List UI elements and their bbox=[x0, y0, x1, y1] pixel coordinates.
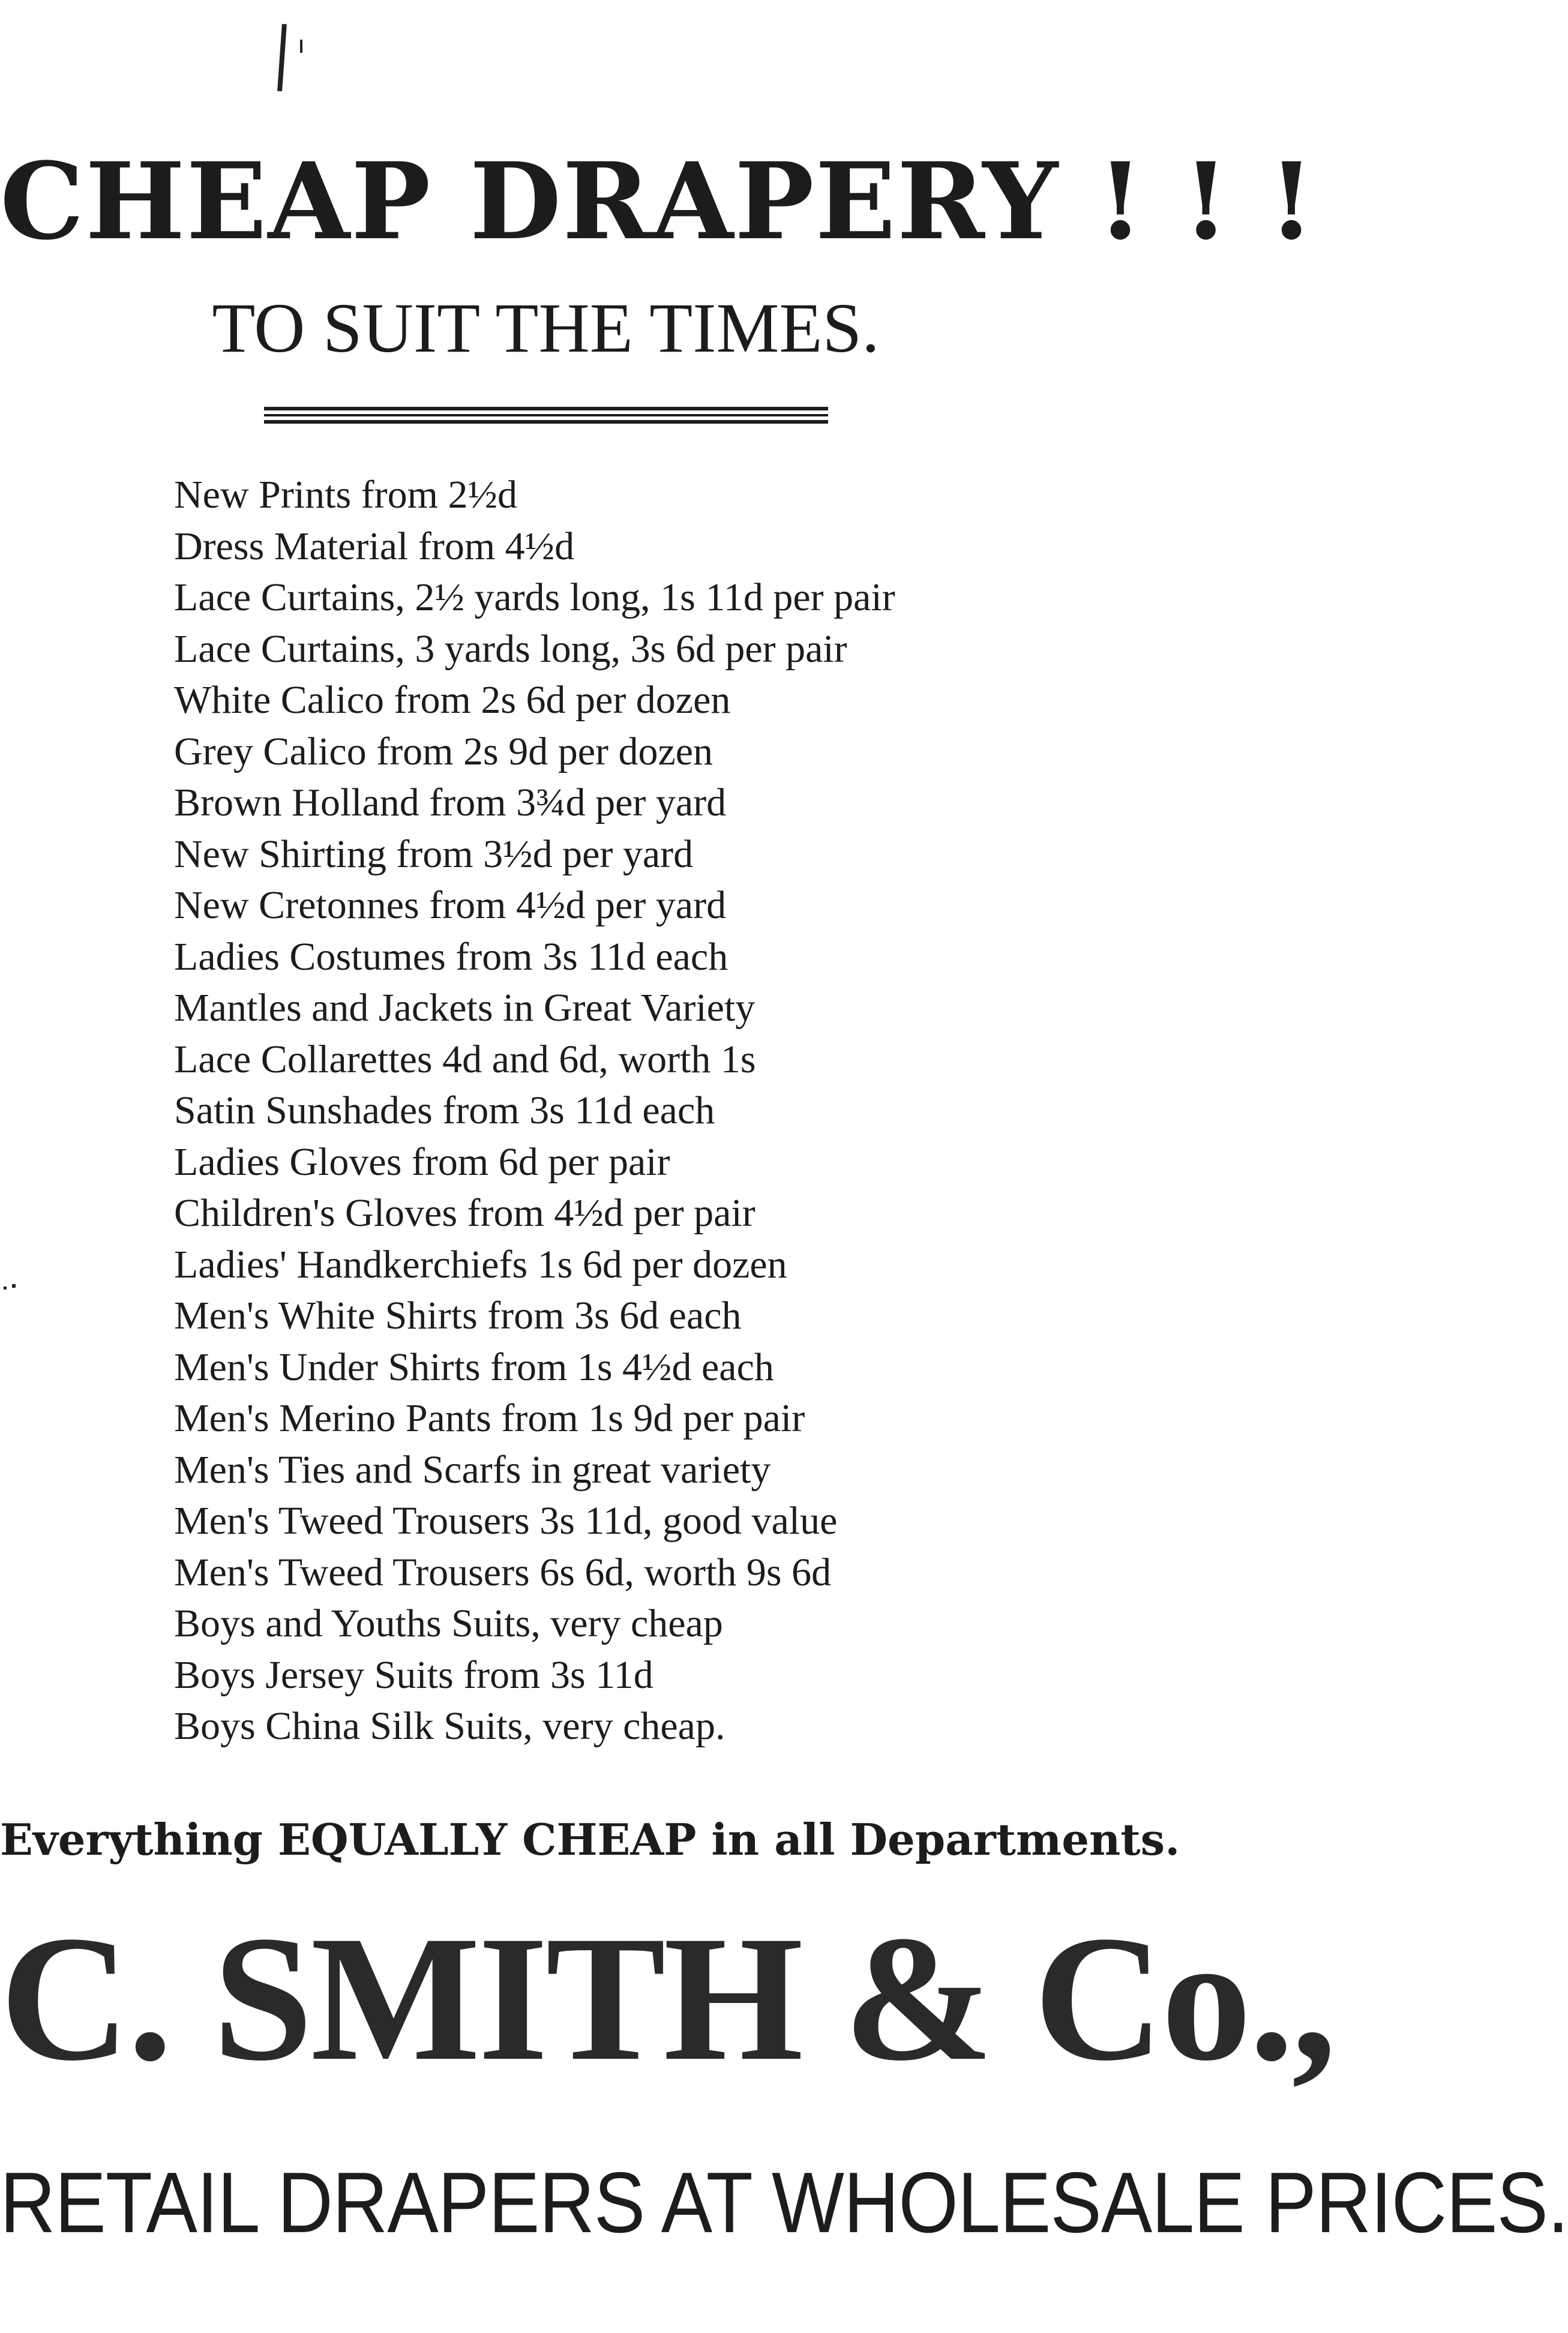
tagline: Everything EQUALLY CHEAP in all Departments. bbox=[0, 1814, 1180, 1865]
subheadline: TO SUIT THE TIMES. bbox=[212, 289, 880, 367]
price-list-item: Grey Calico from 2s 9d per dozen bbox=[174, 729, 713, 773]
price-list-item: Boys Jersey Suits from 3s 11d bbox=[174, 1653, 653, 1697]
price-list-item: New Shirting from 3½d per yard bbox=[174, 832, 694, 876]
price-list-item: New Prints from 2½d bbox=[174, 473, 517, 517]
double-rule-divider bbox=[264, 407, 828, 425]
headline: CHEAP DRAPERY ! ! ! bbox=[0, 139, 1316, 263]
price-list-item: Boys China Silk Suits, very cheap. bbox=[174, 1704, 725, 1748]
price-list-item: Men's White Shirts from 3s 6d each bbox=[174, 1294, 742, 1338]
price-list-item: Dress Material from 4½d bbox=[174, 524, 575, 568]
price-list-item: Lace Curtains, 2½ yards long, 1s 11d per pair bbox=[174, 575, 895, 619]
ink-speck bbox=[300, 40, 302, 53]
price-list-item: Men's Merino Pants from 1s 9d per pair bbox=[174, 1396, 805, 1440]
price-list-item: Men's Tweed Trousers 6s 6d, worth 9s 6d bbox=[174, 1550, 832, 1594]
price-list-item: New Cretonnes from 4½d per yard bbox=[174, 883, 727, 927]
ink-speck bbox=[12, 1284, 16, 1288]
firm-name: C. SMITH & Co., bbox=[0, 1899, 1335, 2098]
price-list-item: Lace Collarettes 4d and 6d, worth 1s bbox=[174, 1037, 756, 1081]
footer-slogan: RETAIL DRAPERS AT WHOLESALE PRICES. bbox=[0, 2155, 1568, 2251]
price-list-item: Ladies Costumes from 3s 11d each bbox=[174, 934, 728, 979]
price-list-item: White Calico from 2s 6d per dozen bbox=[174, 678, 731, 722]
ink-speck bbox=[4, 1287, 7, 1290]
price-list-item: Ladies' Handkerchiefs 1s 6d per dozen bbox=[174, 1242, 787, 1287]
ink-speck bbox=[277, 24, 287, 91]
price-list-item: Men's Ties and Scarfs in great variety bbox=[174, 1447, 771, 1492]
price-list-item: Mantles and Jackets in Great Variety bbox=[174, 986, 755, 1030]
price-list-item: Men's Tweed Trousers 3s 11d, good value bbox=[174, 1499, 838, 1543]
price-list-item: Satin Sunshades from 3s 11d each bbox=[174, 1088, 715, 1132]
price-list-item: Lace Curtains, 3 yards long, 3s 6d per pair bbox=[174, 626, 847, 671]
price-list-item: Brown Holland from 3¾d per yard bbox=[174, 781, 727, 824]
price-list-item: Boys and Youths Suits, very cheap bbox=[174, 1602, 723, 1645]
price-list-item: Children's Gloves from 4½d per pair bbox=[174, 1191, 755, 1235]
price-list-item: Men's Under Shirts from 1s 4½d each bbox=[174, 1345, 774, 1389]
price-list-item: Ladies Gloves from 6d per pair bbox=[174, 1139, 670, 1184]
price-list bbox=[174, 469, 895, 1752]
